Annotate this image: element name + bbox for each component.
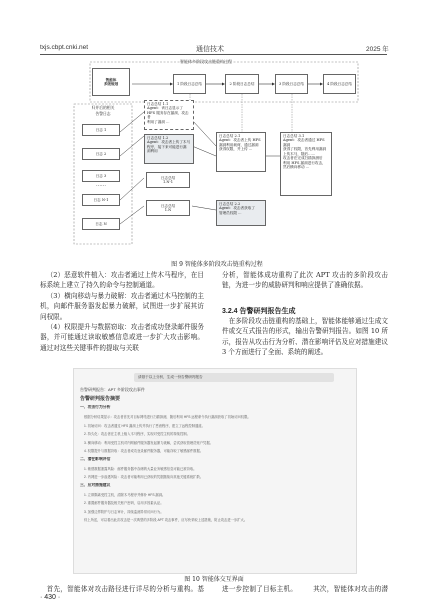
section-title: 3.2.4 告警研判报告生成	[222, 308, 296, 315]
journal-title: 通信技术	[196, 46, 224, 53]
agent-planner-box: 智能体 多级规划	[92, 68, 130, 96]
report-line: 1. 敏感数据泄露风险：邮件服务器中存储的大量业务敏感信息可能已被窃取。	[84, 466, 197, 471]
report-title-2: 告警研判报告摘要	[80, 396, 121, 402]
bottom-right-text: 进一步控制了目标主机。 其次，智能体对攻击的潜	[222, 585, 388, 593]
journal-year: 2025 年	[366, 46, 389, 53]
summary-1-1-box	[144, 100, 194, 130]
stage-2-box: 2 阶段日志总结	[225, 74, 259, 94]
log-item-1: 日志 1	[82, 124, 120, 136]
journal-url: txjs.cbpt.cnki.net	[40, 44, 89, 51]
summary-2-1-body: Agent：攻击者上传 HFS 漏洞利用载荷，通过漏洞 获得权限，并上传 ...	[219, 138, 261, 152]
report-line: 2. 重置邮件服务器及相关账户密码，启用多因素认证。	[84, 501, 164, 505]
figure-9-diagram	[72, 60, 362, 256]
summary-1-1-body: Agent：该日志显示了 HFS 服务存在漏洞，攻击者 利用了漏洞 ...	[147, 106, 189, 124]
prompt-bar	[134, 373, 334, 382]
report-line: 1. 立即隔离受控主机，清除木马程序并修补 HFS 漏洞。	[84, 492, 166, 497]
figure-10-caption: 图 10 智能体交互界面	[184, 576, 244, 583]
right-column-text	[222, 270, 388, 291]
paragraph-privilege: （4）权限提升与数据窃取：攻击者成功登录邮件服务器，并可能通过读取敏感信息或进一步扩大攻击影响。通过对这些关键事件的提取与关联	[40, 323, 204, 352]
bottom-left-text: 首先，智能体对攻击路径进行详尽的分析与重构。基	[46, 585, 204, 593]
stage-4-box: 4 阶段日志总结	[323, 74, 356, 94]
report-line: 三、应对措施建议	[80, 482, 111, 487]
log-ellipsis: ……	[96, 182, 106, 188]
report-line: 根据分析结果显示：攻击者首先对目标网络进行扫描探测，随后利用 HFS 远程命令执行漏洞获取了初始访问权限。	[84, 415, 251, 419]
report-line: 3. 加强边界防护与日志审计，持续监测异常访问行为。	[84, 509, 164, 514]
report-line: 3. 横向移动：利用受控主机对内网邮件服务器发起暴力破解，尝试获取管理员账户凭据。	[84, 440, 213, 445]
figure-9-caption: 图 9 智能体多阶段攻击链重构过程	[171, 261, 263, 268]
page-number: · 430 ·	[40, 594, 61, 601]
paragraph-chain-summary: 分析，智能体成功重构了此次 APT 攻击的多阶段攻击链，为进一步的威胁研判和响应提供了准确依据。	[222, 271, 388, 290]
header-rule	[40, 54, 387, 55]
left-column-text	[40, 270, 204, 353]
stage-3-box: 3 阶段日志总结	[275, 74, 308, 94]
summary-2-2-box: 日志总结 2.2 Agent：攻击者获取了 管理员权限 ...	[216, 200, 266, 226]
stage-1-box: 1 阶段日志总结	[173, 74, 206, 94]
summary-1-2-box	[144, 134, 194, 164]
log-item-n: 日志 N	[82, 218, 120, 230]
report-line: 一、攻击行为分析	[80, 405, 111, 409]
report-line: 4. 权限提升与数据窃取：攻击者成功登录邮件服务器，可能窃取了敏感邮件数据。	[84, 449, 204, 453]
summary-1-n-minus-1-box: 日志总结 1.N-1	[146, 172, 190, 188]
log-group-title: 归并后的相关 告警日志	[91, 105, 115, 116]
report-line: 综上所述，可以看出此次攻击是一次典型的多阶段 APT 攻击事件，应尽快采取上述措施，防止攻击进一步扩大。	[84, 518, 248, 522]
report-title-1: 告警研判报告：APT 多阶段攻击事件	[80, 387, 145, 392]
summary-3-1-title: 日志总结 3.1	[283, 134, 305, 138]
summary-2-1-title: 日志总结 2.1	[219, 134, 241, 138]
log-item-n-minus-1: 日志 N-1	[82, 194, 120, 206]
summary-1-2-title: 日志总结 1.2	[147, 136, 169, 140]
paragraph-lateral: （3）横向移动与暴力破解：攻击者通过木马控制的主机，向邮件服务器发起暴力破解，试图进一步扩展其访问权限。	[40, 291, 204, 321]
figure-9-top-label: 智能体多阶段攻击链重构过程	[180, 59, 232, 64]
summary-3-1-body: Agent：攻击者通过 HFS 漏洞 获得了权限，首先利用漏洞 上传木马，随后…… 攻击者在完成扫描探测后 利用 HFS 漏洞进行攻击， 然后横向移动 ...	[283, 138, 327, 170]
summary-1-n-box: 日志总结 1.N	[146, 200, 190, 216]
summary-1-2-body: Agent：攻击者上传了木马 程序，接下来可能进行漏 洞利用	[147, 140, 191, 154]
summary-1-1-title: 日志总结 1.1	[147, 102, 169, 106]
prompt-text: 请基于以上分析，生成一份告警研判报告	[138, 375, 203, 379]
summary-3-1-box	[280, 132, 332, 196]
report-line: 2. 内网进一步渗透风险：攻击者可能利用已获取的凭据继续向其他关键系统扩散。	[84, 475, 204, 479]
figure-10-screenshot	[73, 368, 357, 574]
section-body-text: 在多阶段攻击链重构的基础上，智能体能够通过生成文件或交互式报告的形式，输出告警研判报告。如图 10 所示，报告从攻击行为分析、潜在影响评估及应对措施建议 3 个方面进行了全面、系统的阐述。	[222, 317, 388, 357]
report-line: 1. 初始访问：攻击者通过 HFS 漏洞上传并执行了恶意程序，建立了远程控制通道。	[84, 423, 205, 428]
log-item-3: 日志 3	[82, 170, 120, 182]
report-line: 2. 持久化：攻击者在主机上植入木马程序，实现对受控主机的持续控制。	[84, 432, 190, 436]
paragraph-malware: （2）恶意软件植入：攻击者通过上传木马程序，在目标系统上建立了持久的命令与控制通道。	[40, 271, 204, 290]
log-item-2: 日志 2	[82, 148, 120, 160]
summary-2-1-box	[216, 132, 266, 172]
report-line: 二、潜在影响评估	[80, 456, 111, 461]
